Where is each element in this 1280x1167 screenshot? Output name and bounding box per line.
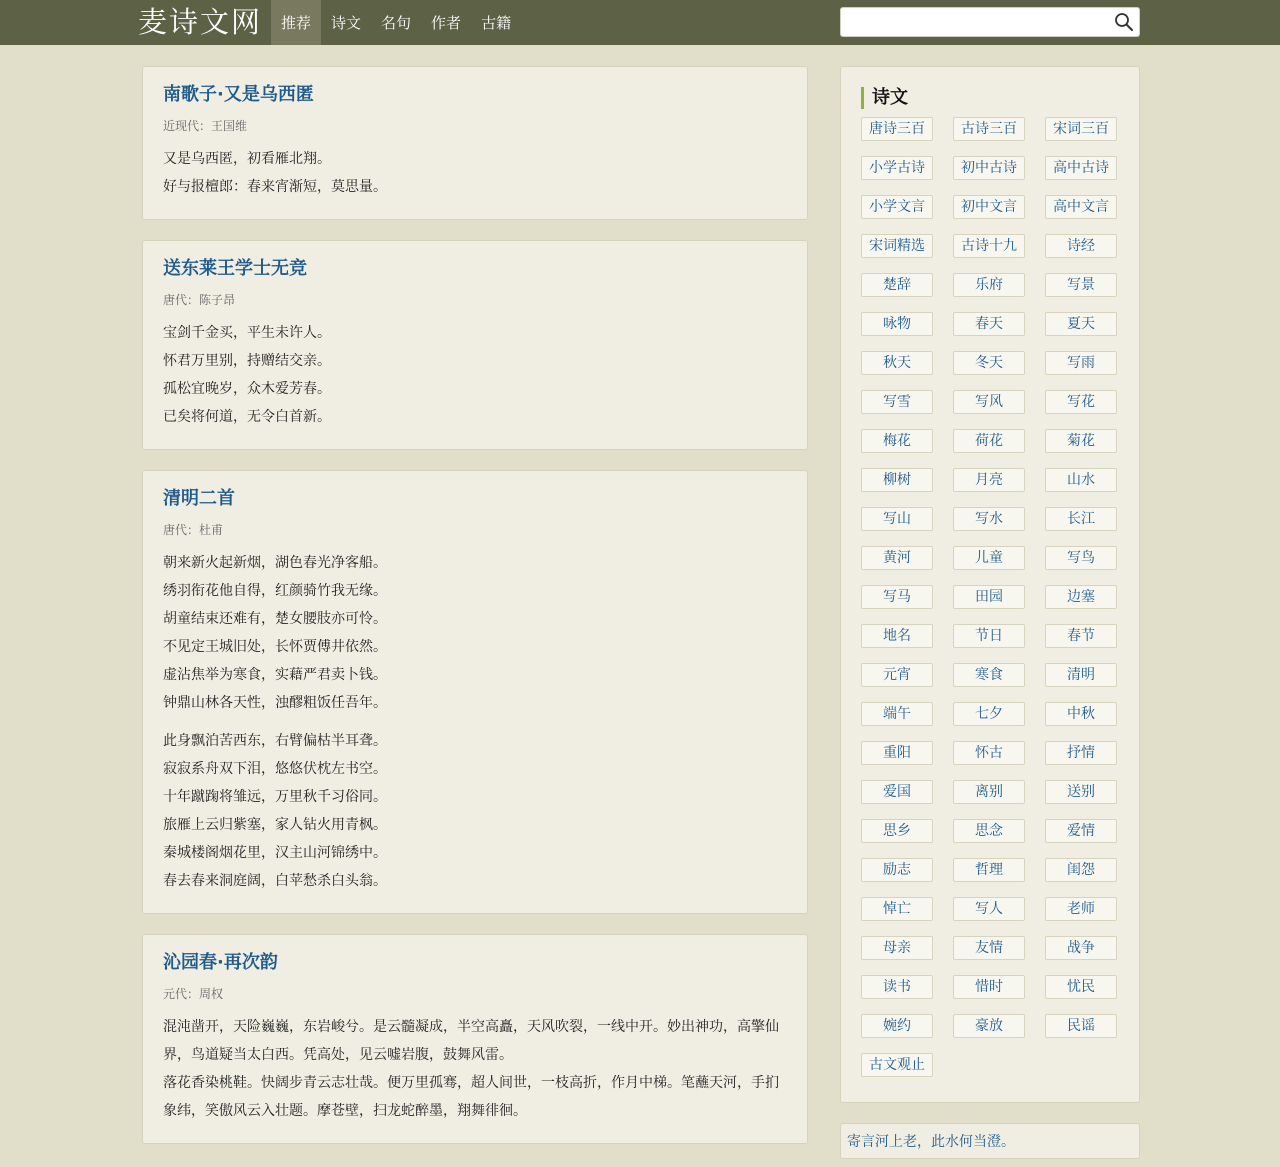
- category-tag[interactable]: 菊花: [1045, 429, 1117, 453]
- nav-item-recommend[interactable]: 推荐: [271, 0, 321, 45]
- poem-line: 怀君万里别，持赠结交亲。: [163, 353, 331, 369]
- poem-line: 钟鼎山林各天性，浊醪粗饭任吾年。: [163, 695, 387, 711]
- category-tag[interactable]: 古诗三百: [953, 117, 1025, 141]
- category-tag[interactable]: 地名: [861, 624, 933, 648]
- category-tag[interactable]: 宋词三百: [1045, 117, 1117, 141]
- nav-item-authors[interactable]: 作者: [431, 14, 462, 32]
- category-tag[interactable]: 田园: [953, 585, 1025, 609]
- category-tag[interactable]: 清明: [1045, 663, 1117, 687]
- poem-line: 寂寂系舟双下泪，悠悠伏枕左书空。: [163, 761, 387, 777]
- category-tag[interactable]: 写水: [953, 507, 1025, 531]
- poem-card: [142, 240, 808, 450]
- category-tag[interactable]: 爱国: [861, 780, 933, 804]
- poem-stanza: [163, 1013, 787, 1125]
- poem-title[interactable]: 送东莱王学士无竞: [163, 258, 307, 279]
- category-tag[interactable]: 古文观止: [861, 1053, 933, 1077]
- poem-line: 落花香染桃鞋。快阔步青云志壮哉。便万里孤骞，超人间世，一枝高折，作月中梯。笔蘸天河，手扪象纬，笑傲风云入壮题。摩苍壁，扫龙蛇醉墨，翔舞徘徊。: [163, 1075, 779, 1119]
- nav-item-quotes[interactable]: 名句: [381, 14, 412, 32]
- category-tag[interactable]: 惜时: [953, 975, 1025, 999]
- category-tag[interactable]: 励志: [861, 858, 933, 882]
- poem-stanza: [163, 319, 787, 431]
- site-logo[interactable]: 麦诗文网: [138, 5, 263, 39]
- category-tag[interactable]: 写人: [953, 897, 1025, 921]
- category-tag[interactable]: 友情: [953, 936, 1025, 960]
- category-tag[interactable]: 古诗十九: [953, 234, 1025, 258]
- sidebar-category-card: [840, 66, 1140, 1103]
- poem-line: 朝来新火起新烟，湖色春光净客船。: [163, 555, 387, 571]
- category-tag[interactable]: 思念: [953, 819, 1025, 843]
- category-tag[interactable]: 爱情: [1045, 819, 1117, 843]
- category-tag[interactable]: 唐诗三百: [861, 117, 933, 141]
- poem-body: [163, 549, 787, 895]
- category-tag[interactable]: 送别: [1045, 780, 1117, 804]
- category-tag[interactable]: 重阳: [861, 741, 933, 765]
- category-tag[interactable]: 豪放: [953, 1014, 1025, 1038]
- category-tag[interactable]: 婉约: [861, 1014, 933, 1038]
- category-tag[interactable]: 思乡: [861, 819, 933, 843]
- poem-line: 胡童结束还难有，楚女腰肢亦可怜。: [163, 611, 387, 627]
- tag-grid: [861, 117, 1119, 1092]
- poem-line: 十年蹴踘将雏远，万里秋千习俗同。: [163, 789, 387, 805]
- poem-line: 不见定王城旧处，长怀贾傅井依然。: [163, 639, 387, 655]
- poem-card: [142, 934, 808, 1144]
- category-tag[interactable]: 秋天: [861, 351, 933, 375]
- poem-title[interactable]: 南歌子·又是乌西匿: [163, 84, 314, 105]
- category-tag[interactable]: 元宵: [861, 663, 933, 687]
- category-tag[interactable]: 悼亡: [861, 897, 933, 921]
- poem-body: [163, 1013, 787, 1125]
- search-input[interactable]: [845, 10, 1111, 36]
- poem-line: 春去春来洞庭阔，白苹愁杀白头翁。: [163, 873, 387, 889]
- category-tag[interactable]: 写山: [861, 507, 933, 531]
- category-tag[interactable]: 冬天: [953, 351, 1025, 375]
- poem-card: [142, 470, 808, 914]
- nav-item-classics[interactable]: 古籍: [481, 14, 512, 32]
- category-tag[interactable]: 山水: [1045, 468, 1117, 492]
- poem-line: 旅雁上云归紫塞，家人钻火用青枫。: [163, 817, 387, 833]
- category-tag[interactable]: 中秋: [1045, 702, 1117, 726]
- category-tag[interactable]: 楚辞: [861, 273, 933, 297]
- search-icon[interactable]: [1114, 12, 1134, 32]
- category-tag[interactable]: 儿童: [953, 546, 1025, 570]
- category-tag[interactable]: 宋词精选: [861, 234, 933, 258]
- category-tag[interactable]: 初中文言: [953, 195, 1025, 219]
- poem-stanza: [163, 549, 787, 717]
- poem-body: [163, 319, 787, 431]
- poem-title[interactable]: 沁园春·再次韵: [163, 952, 278, 973]
- category-tag[interactable]: 边塞: [1045, 585, 1117, 609]
- category-tag[interactable]: 七夕: [953, 702, 1025, 726]
- poem-author: 近现代：王国维: [163, 119, 248, 133]
- sidebar: [840, 66, 1140, 1159]
- category-tag[interactable]: 乐府: [953, 273, 1025, 297]
- category-tag[interactable]: 写雨: [1045, 351, 1117, 375]
- nav-item-poems[interactable]: 诗文: [331, 14, 362, 32]
- category-tag[interactable]: 写景: [1045, 273, 1117, 297]
- category-tag[interactable]: 写花: [1045, 390, 1117, 414]
- category-tag[interactable]: 高中文言: [1045, 195, 1117, 219]
- category-tag[interactable]: 高中古诗: [1045, 156, 1117, 180]
- category-tag[interactable]: 春节: [1045, 624, 1117, 648]
- category-tag[interactable]: 端午: [861, 702, 933, 726]
- category-tag[interactable]: 黄河: [861, 546, 933, 570]
- poem-author: 唐代：杜甫: [163, 523, 224, 537]
- category-tag[interactable]: 抒情: [1045, 741, 1117, 765]
- poem-line: 秦城楼阁烟花里，汉主山河锦绣中。: [163, 845, 387, 861]
- category-tag[interactable]: 初中古诗: [953, 156, 1025, 180]
- main-nav: [271, 0, 521, 45]
- category-tag[interactable]: 写风: [953, 390, 1025, 414]
- category-tag[interactable]: 写鸟: [1045, 546, 1117, 570]
- category-tag[interactable]: 梅花: [861, 429, 933, 453]
- poem-stanza: [163, 727, 787, 895]
- category-tag[interactable]: 节日: [953, 624, 1025, 648]
- category-tag[interactable]: 写雪: [861, 390, 933, 414]
- poem-line: 好与报檀郎：春来宵渐短，莫思量。: [163, 179, 387, 195]
- poem-author: 元代：周权: [163, 987, 224, 1001]
- poem-line: 已矣将何道，无令白首新。: [163, 409, 331, 425]
- poem-line: 绣羽衔花他自得，红颜骑竹我无缘。: [163, 583, 387, 599]
- category-tag[interactable]: 怀古: [953, 741, 1025, 765]
- category-tag[interactable]: 离别: [953, 780, 1025, 804]
- category-tag[interactable]: 小学古诗: [861, 156, 933, 180]
- quote-card[interactable]: 寄言河上老，此水何当澄。: [840, 1123, 1140, 1159]
- category-tag[interactable]: 月亮: [953, 468, 1025, 492]
- category-tag[interactable]: 闺怨: [1045, 858, 1117, 882]
- category-tag[interactable]: 春天: [953, 312, 1025, 336]
- poem-card: [142, 66, 808, 220]
- category-tag[interactable]: 咏物: [861, 312, 933, 336]
- poem-line: 虚沾焦举为寒食，实藉严君卖卜钱。: [163, 667, 387, 683]
- search-box: [840, 7, 1140, 37]
- category-tag[interactable]: 哲理: [953, 858, 1025, 882]
- poem-line: 混沌凿开，天险巍巍，东岩峻兮。是云髓凝成，半空高矗，天风吹裂，一线中开。妙出神功，高擎仙界，鸟道疑当太白西。凭高处，见云嘘岩腹，鼓舞风雷。: [163, 1019, 779, 1063]
- category-tag[interactable]: 母亲: [861, 936, 933, 960]
- top-header: [0, 0, 1280, 45]
- poem-author: 唐代：陈子昂: [163, 293, 236, 307]
- category-tag[interactable]: 寒食: [953, 663, 1025, 687]
- category-tag[interactable]: 诗经: [1045, 234, 1117, 258]
- poem-line: 孤松宜晚岁，众木爱芳春。: [163, 381, 331, 397]
- category-tag[interactable]: 老师: [1045, 897, 1117, 921]
- poem-title[interactable]: 清明二首: [163, 488, 235, 509]
- category-tag[interactable]: 民谣: [1045, 1014, 1117, 1038]
- category-tag[interactable]: 小学文言: [861, 195, 933, 219]
- poem-body: [163, 145, 787, 201]
- poem-line: 此身飘泊苦西东，右臂偏枯半耳聋。: [163, 733, 387, 749]
- category-tag[interactable]: 读书: [861, 975, 933, 999]
- poem-line: 又是乌西匿，初看雁北翔。: [163, 151, 331, 167]
- poem-list: [142, 66, 808, 1164]
- category-tag[interactable]: 长江: [1045, 507, 1117, 531]
- poem-line: 宝剑千金买，平生未许人。: [163, 325, 331, 341]
- category-tag[interactable]: 战争: [1045, 936, 1117, 960]
- category-tag[interactable]: 夏天: [1045, 312, 1117, 336]
- category-tag[interactable]: 写马: [861, 585, 933, 609]
- sidebar-title: 诗文: [861, 87, 1119, 109]
- category-tag[interactable]: 柳树: [861, 468, 933, 492]
- poem-stanza: [163, 145, 787, 201]
- category-tag[interactable]: 忧民: [1045, 975, 1117, 999]
- category-tag[interactable]: 荷花: [953, 429, 1025, 453]
